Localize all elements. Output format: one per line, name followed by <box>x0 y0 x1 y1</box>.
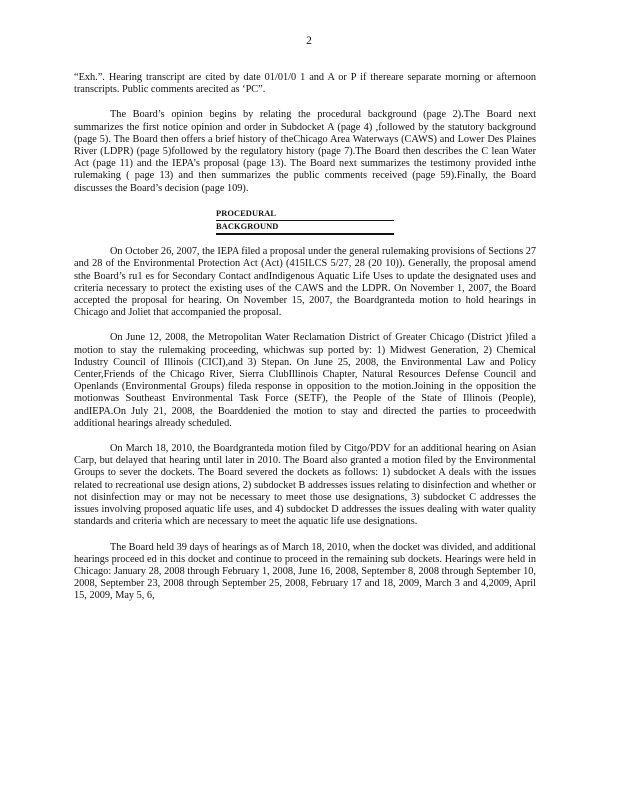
paragraph-motion-to-stay: On June 12, 2008, the Metropolitan Water Reclamation District of Greater Chicago (District )filed a motion to stay the rulemaking proceeding, whichwas sup ported by: 1) Midwest Generation, 2) Chemical Industry Council of Illinois (CICI),and 3) Stepan. On June 25, 2008, the Environmental Law and Policy Center,Friends of the Chicago River, Sierra ClubIllinois Chapter, Natural Resources Defense Council and Openlands (Environmental Groups) fileda response in opposition to the motion.Joining in the opposition the motionwas Southeast Environmental Task Force (SETF), the People of the State of Illinois (People), andIEPA.On July 21, 2008, the Boarddenied the motion to stay and directed the parties to proceedwith additional hearings already scheduled. <box>74 332 536 429</box>
document-body <box>74 72 536 616</box>
heading-word-background: BACKGROUND <box>216 221 394 234</box>
paragraph-subdockets: On March 18, 2010, the Boardgranteda motion filed by Citgo/PDV for an additional hearing on Asian Carp, but delayed that hearing until later in 2010. The Board also granted a motion filed by the Environmental Groups to sever the dockets. The Board severed the dockets as follows: 1) subdocket A deals with the issues related to recreational use design ations, 2) subdocket B addresses issues relating to disinfection and whether or not disinfection may or may not be necessary to meet those use designations, 3) subdocket C addresses the issues involving proposed aquatic life uses, and 4) subdocket D addresses the issues dealing with water quality standards and criteria which are necessary to meet the aquatic life use designations. <box>74 443 536 528</box>
section-heading-procedural-background <box>74 208 536 235</box>
page-number: 2 <box>306 35 312 47</box>
paragraph-opinion-overview: The Board’s opinion begins by relating the procedural background (page 2).The Board next summarizes the first notice opinion and order in Subdocket A (page 4) ,followed by the statutory background (page 5). The Board then offers a brief history of theChicago Area Waterways (CAWS) and Lower Des Plaines River (LDPR) (page 5)followed by the regulatory history (page 7).The Board then describes the C lean Water Act (page 11) and the IEPA’s proposal (page 13). The Board next summarizes the testimony provided inthe rulemaking ( page 13) and then summarizes the public comments received (page 59).Finally, the Board discusses the Board’s decision (page 109). <box>74 109 536 194</box>
paragraph-october-proposal: On October 26, 2007, the IEPA filed a proposal under the general rulemaking provisions of Sections 27 and 28 of the Environmental Protection Act (Act) (415ILCS 5/27, 28 (20 10)). Generally, the proposal amend sthe Board’s ru1 es for Secondary Contact andIndigenous Aquatic Life Uses to update the designated uses and criteria necessary to protect the existing uses of the CAWS and the LDPR. On November 1, 2007, the Board accepted the proposal for hearing. On November 15, 2007, the Boardgranteda motion to hold hearings in Chicago and Joliet that accompanied the proposal. <box>74 246 536 319</box>
heading-word-procedural: PROCEDURAL <box>216 208 394 221</box>
paragraph-hearings: The Board held 39 days of hearings as of March 18, 2010, when the docket was divided, and additional hearings proceed ed in this docket and continue to proceed in the remaining sub dockets. Hearings were held in Chicago: January 28, 2008 through February 1, 2008, June 16, 2008, September 8, 2008 through September 10, 2008, September 23, 2008 through September 25, 2008, February 17 and 18, 2009, March 3 and 4,2009, April 15, 2009, May 5, 6, <box>74 541 536 602</box>
paragraph-exhibit-citation: “Exh.”. Hearing transcript are cited by date 01/01/0 1 and A or P if thereare separate morning or afternoon transcripts. Public comments arecited as ‘PC”. <box>74 72 536 96</box>
